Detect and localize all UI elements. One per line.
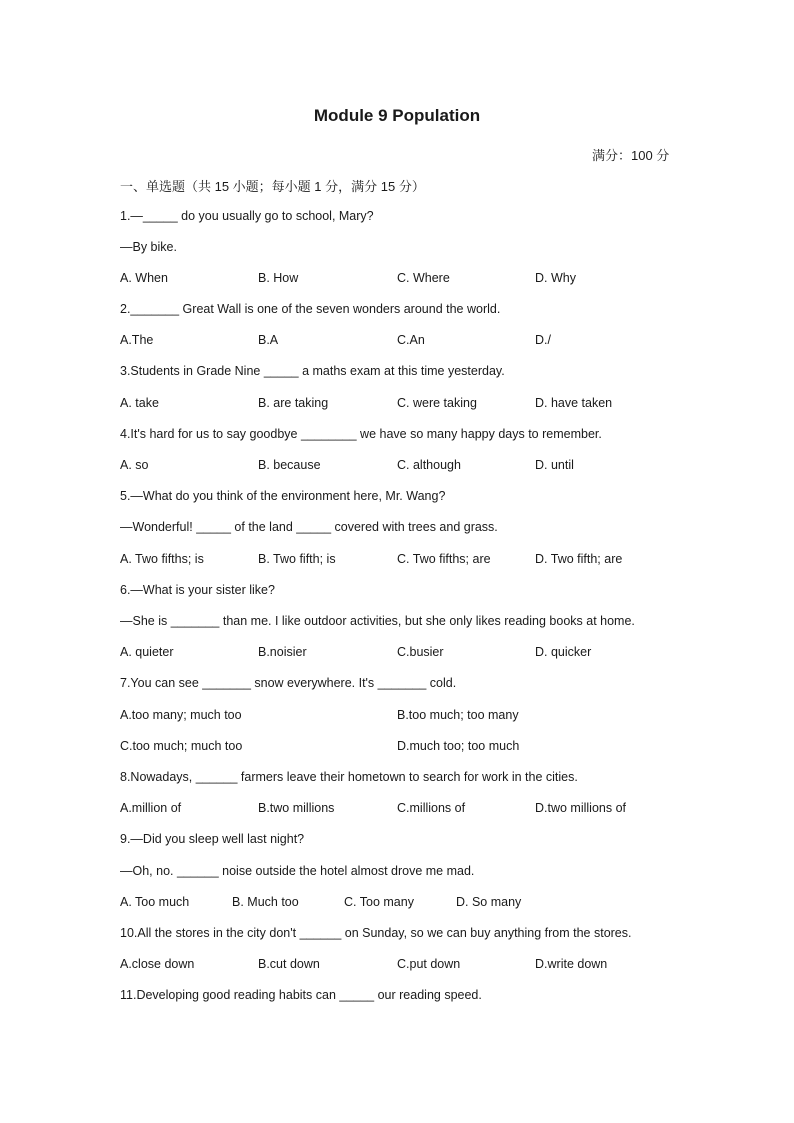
question-8-option-d: D.two millions of bbox=[535, 801, 626, 815]
question-4-option-d: D. until bbox=[535, 458, 574, 472]
question-2-stem: 2._______ Great Wall is one of the seven wonders around the world. bbox=[120, 302, 501, 316]
question-5-stem: 5.—What do you think of the environment here, Mr. Wang? bbox=[120, 489, 446, 503]
question-7-option-b: B.too much; too many bbox=[397, 708, 519, 722]
question-10-option-d: D.write down bbox=[535, 957, 608, 971]
question-1-option-d: D. Why bbox=[535, 271, 576, 285]
question-6-stem: 6.—What is your sister like? bbox=[120, 583, 275, 597]
question-3-stem: 3.Students in Grade Nine _____ a maths exam at this time yesterday. bbox=[120, 364, 505, 378]
question-3-option-c: C. were taking bbox=[397, 396, 477, 410]
question-6-option-c: C.busier bbox=[397, 645, 444, 659]
question-3-option-d: D. have taken bbox=[535, 396, 613, 410]
question-7-stem: 7.You can see _______ snow everywhere. It's _______ cold. bbox=[120, 676, 457, 690]
question-7-option-a: A.too many; much too bbox=[120, 708, 242, 722]
question-5-answer: —Wonderful! _____ of the land _____ covered with trees and grass. bbox=[120, 520, 498, 534]
question-2-option-d: D./ bbox=[535, 333, 551, 347]
question-9-option-b: B. Much too bbox=[232, 895, 299, 909]
question-8-option-c: C.millions of bbox=[397, 801, 466, 815]
question-6-answer: —She is _______ than me. I like outdoor activities, but she only likes reading books at home. bbox=[120, 614, 635, 628]
question-7-option-d: D.much too; too much bbox=[397, 739, 520, 753]
question-8-option-a: A.million of bbox=[120, 801, 182, 815]
question-1-option-b: B. How bbox=[258, 271, 299, 285]
question-5-option-d: D. Two fifth; are bbox=[535, 552, 623, 566]
full-score: 满分：100 分 bbox=[592, 148, 670, 163]
question-6-option-a: A. quieter bbox=[120, 645, 174, 659]
question-2-option-b: B.A bbox=[258, 333, 279, 347]
question-10-option-b: B.cut down bbox=[258, 957, 320, 971]
question-8-stem: 8.Nowadays, ______ farmers leave their hometown to search for work in the cities. bbox=[120, 770, 578, 784]
question-4-option-a: A. so bbox=[120, 458, 149, 472]
question-1-answer: —By bike. bbox=[120, 240, 177, 254]
section-heading: 一、单选题（共 15 小题；每小题 1 分，满分 15 分） bbox=[120, 179, 425, 194]
question-6-option-b: B.noisier bbox=[258, 645, 307, 659]
question-9-answer: —Oh, no. ______ noise outside the hotel almost drove me mad. bbox=[120, 864, 475, 878]
question-8-option-b: B.two millions bbox=[258, 801, 335, 815]
question-1-stem: 1.—_____ do you usually go to school, Mary? bbox=[120, 209, 374, 223]
question-7-option-c: C.too much; much too bbox=[120, 739, 243, 753]
question-2-option-a: A.The bbox=[120, 333, 154, 347]
question-3-option-b: B. are taking bbox=[258, 396, 329, 410]
question-5-option-c: C. Two fifths; are bbox=[397, 552, 491, 566]
question-10-stem: 10.All the stores in the city don't ______ on Sunday, so we can buy anything from the stores. bbox=[120, 926, 632, 940]
question-1-option-a: A. When bbox=[120, 271, 168, 285]
question-4-stem: 4.It's hard for us to say goodbye ________ we have so many happy days to remember. bbox=[120, 427, 602, 441]
page-title: Module 9 Population bbox=[313, 106, 481, 125]
question-3-option-a: A. take bbox=[120, 396, 159, 410]
question-9-option-c: C. Too many bbox=[344, 895, 414, 909]
question-10-option-a: A.close down bbox=[120, 957, 195, 971]
question-10-option-c: C.put down bbox=[397, 957, 461, 971]
question-2-option-c: C.An bbox=[397, 333, 425, 347]
question-9-stem: 9.—Did you sleep well last night? bbox=[120, 832, 305, 846]
question-6-option-d: D. quicker bbox=[535, 645, 592, 659]
question-9-option-d: D. So many bbox=[456, 895, 522, 909]
question-5-option-a: A. Two fifths; is bbox=[120, 552, 204, 566]
question-9-option-a: A. Too much bbox=[120, 895, 190, 909]
question-4-option-c: C. although bbox=[397, 458, 461, 472]
question-4-option-b: B. because bbox=[258, 458, 321, 472]
question-1-option-c: C. Where bbox=[397, 271, 450, 285]
question-11-stem: 11.Developing good reading habits can _____ our reading speed. bbox=[120, 988, 482, 1002]
question-5-option-b: B. Two fifth; is bbox=[258, 552, 336, 566]
